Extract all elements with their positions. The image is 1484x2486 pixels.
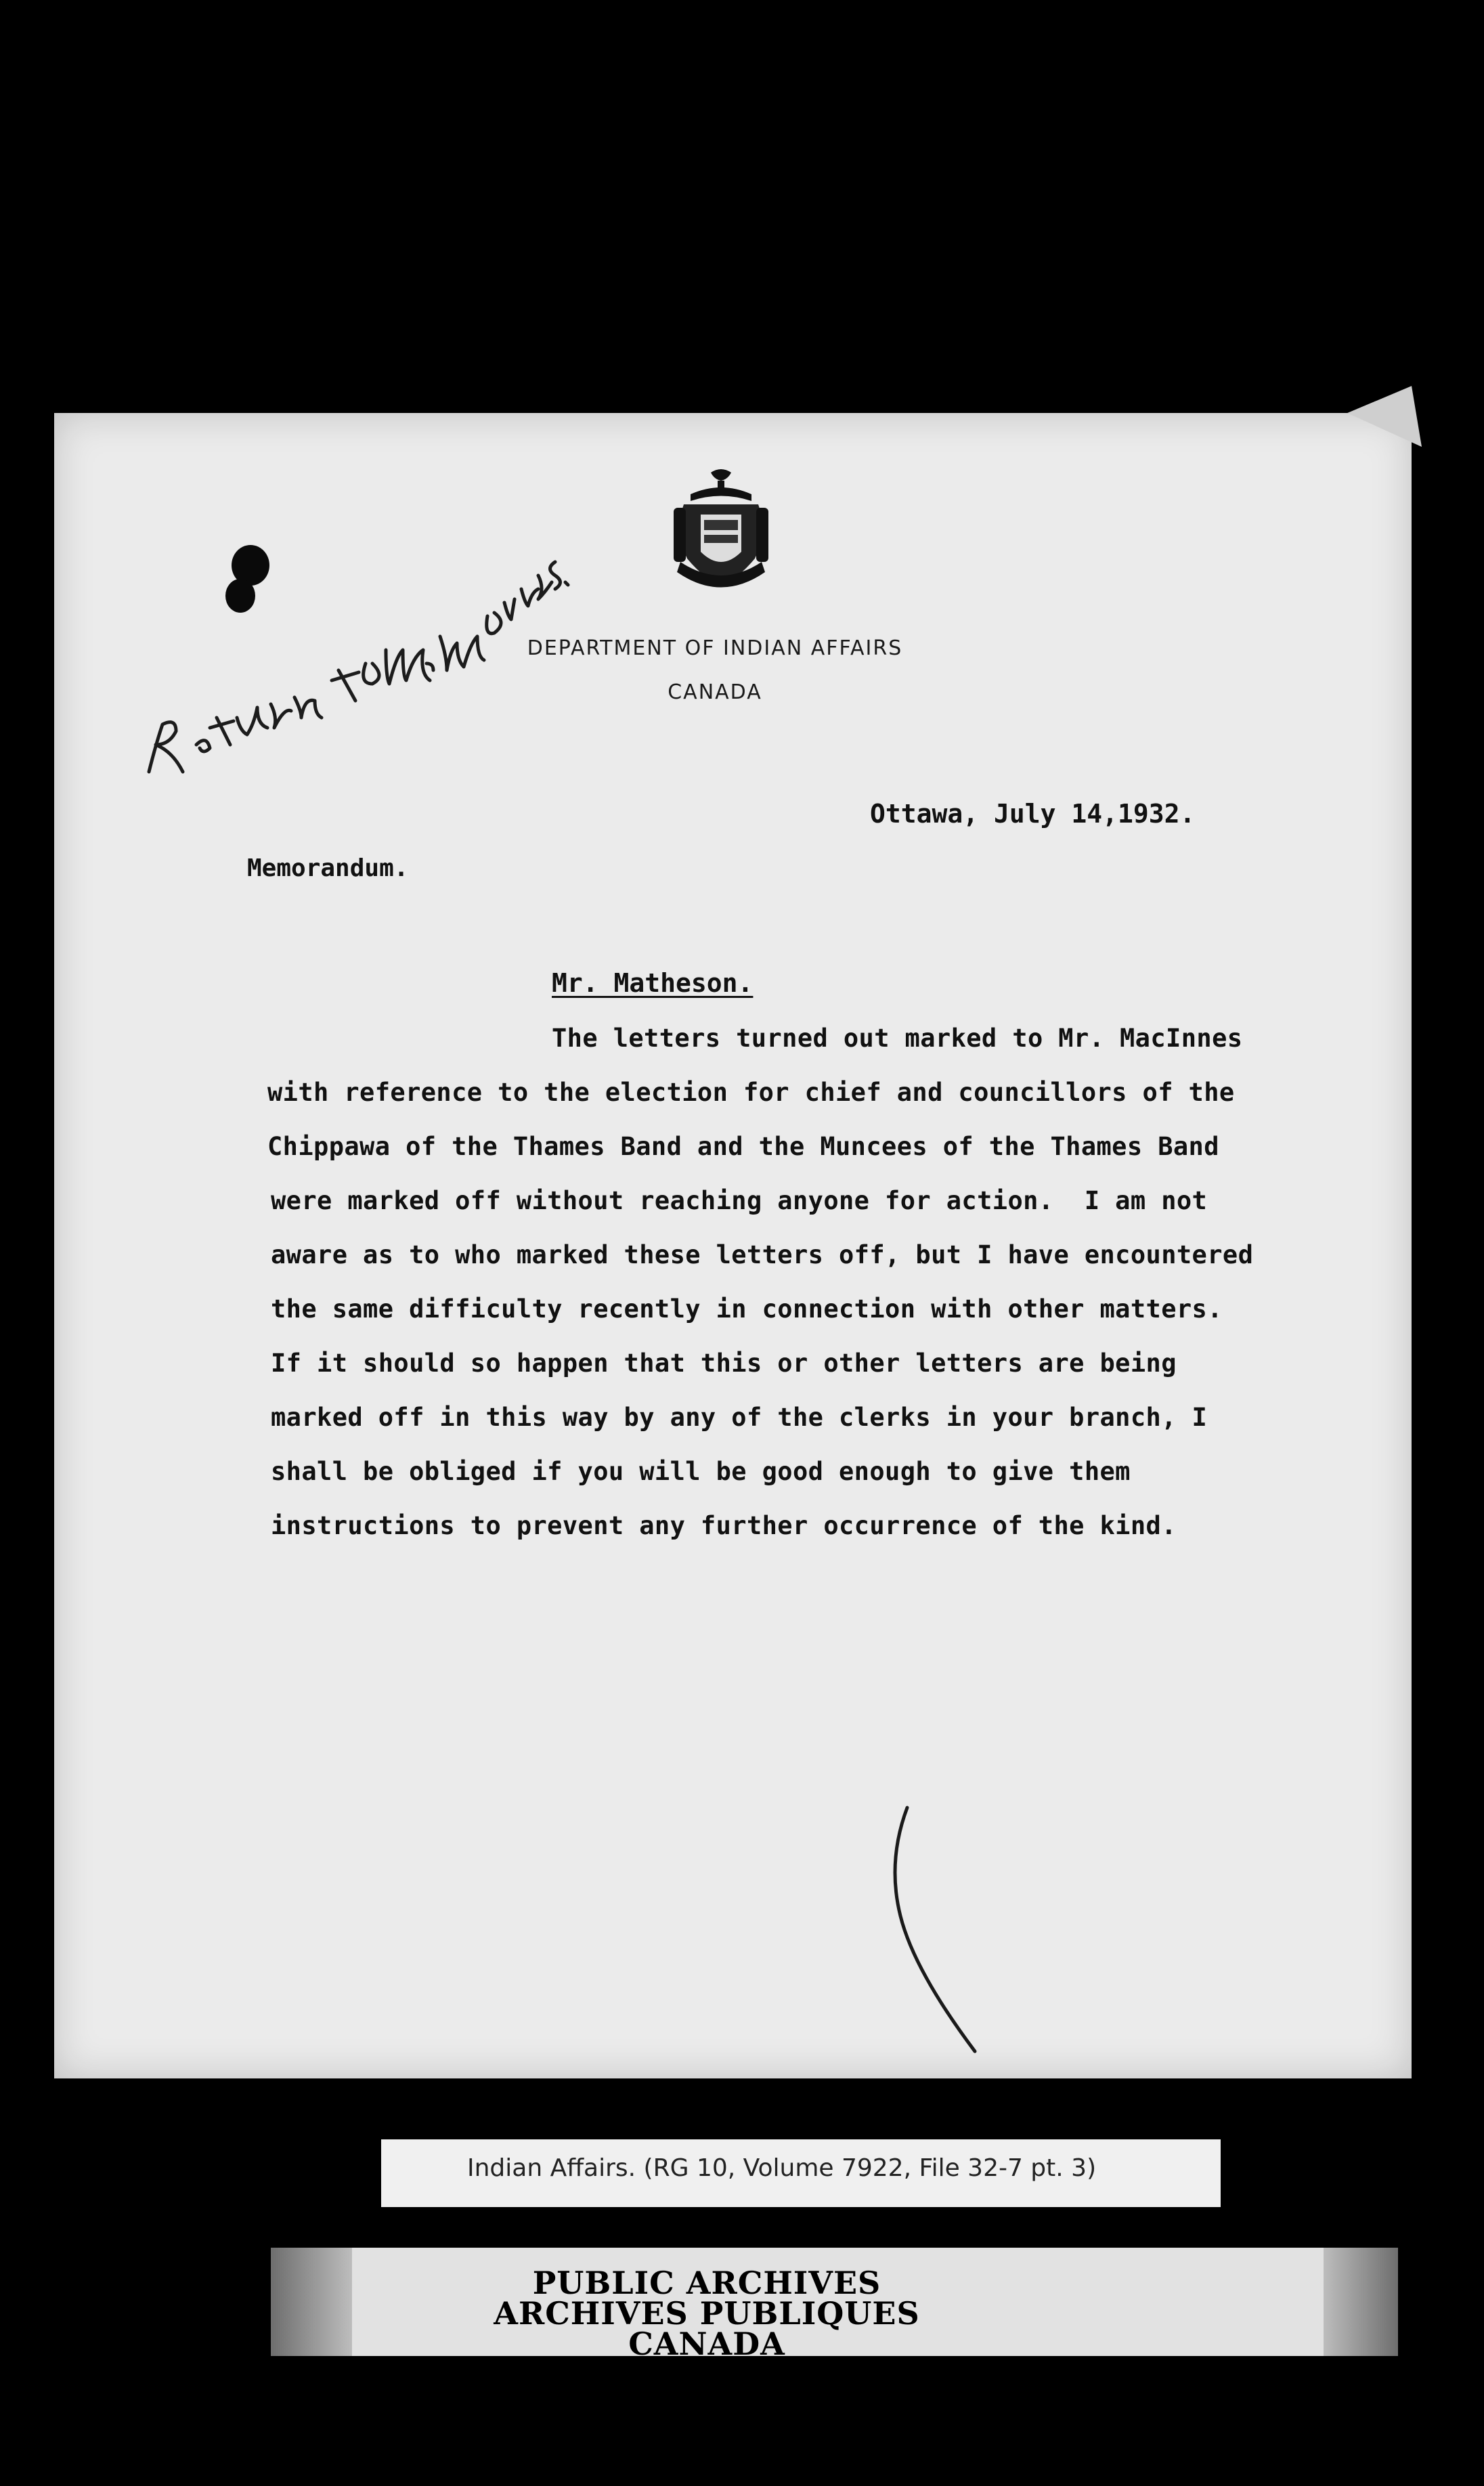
pen-mark — [880, 1801, 988, 2058]
body-line: the same difficulty recently in connection with other matters. — [271, 1294, 1223, 1324]
body-line: If it should so happen that this or other letters are being — [271, 1349, 1177, 1378]
addressee: Mr. Matheson. — [552, 968, 754, 998]
archive-stamp-line2: ARCHIVES PUBLIQUES — [494, 2295, 920, 2332]
memo-label: Memorandum. — [247, 854, 409, 882]
body-line: instructions to prevent any further occurrence of the kind. — [271, 1511, 1177, 1540]
letter-date: Ottawa, July 14,1932. — [870, 799, 1196, 829]
archive-reference: Indian Affairs. (RG 10, Volume 7922, File 32-7 pt. 3) — [467, 2154, 1097, 2182]
folded-corner — [1347, 386, 1422, 447]
body-line: aware as to who marked these letters off, but I have encountered — [271, 1240, 1254, 1269]
body-line: shall be obliged if you will be good enough to give them — [271, 1457, 1131, 1486]
coat-of-arms-icon — [670, 467, 772, 596]
body-line: were marked off without reaching anyone for action. I am not — [271, 1186, 1208, 1215]
handwritten-note — [135, 447, 575, 826]
archive-stamp-line3: CANADA — [628, 2326, 785, 2362]
department-name: DEPARTMENT OF INDIAN AFFAIRS — [527, 636, 903, 660]
body-line: The letters turned out marked to Mr. MacInnes — [552, 1024, 1243, 1053]
archive-stamp-line1: PUBLIC ARCHIVES — [532, 2265, 881, 2301]
department-country: CANADA — [668, 680, 762, 704]
ink-blot — [223, 542, 271, 616]
body-line: with reference to the election for chief and councillors of the — [267, 1078, 1235, 1107]
body-line: marked off in this way by any of the clerks in your branch, I — [271, 1403, 1208, 1432]
body-line: Chippawa of the Thames Band and the Muncees of the Thames Band — [267, 1132, 1219, 1161]
